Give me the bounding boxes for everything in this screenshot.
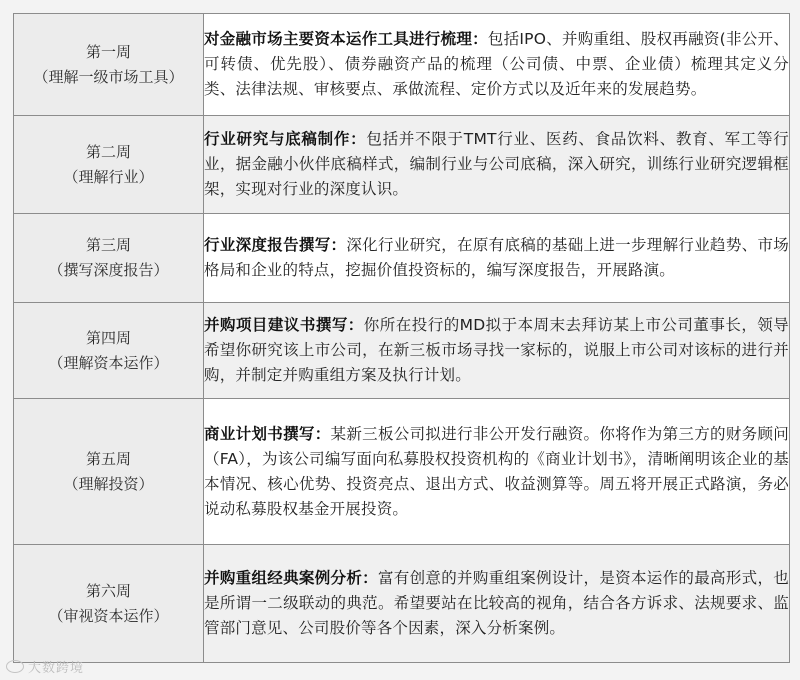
week-theme: （理解行业） xyxy=(63,167,154,186)
week-theme: （撰写深度报告） xyxy=(48,261,169,279)
table-row xyxy=(14,116,790,214)
table-row xyxy=(14,214,790,303)
table-row xyxy=(14,303,790,399)
topic-title: 并购项目建议书撰写： xyxy=(204,316,364,334)
topic-detail: 深化行业研究，在原有底稿的基础上进一步理解行业趋势、市场格局和企业的特点，挖掘价值投资标的，编写深度报告，开展路演。 xyxy=(204,236,789,279)
week-number: 第四周 xyxy=(85,328,131,347)
week-number: 第五周 xyxy=(85,449,131,468)
week-cell xyxy=(14,14,204,116)
week-cell xyxy=(14,303,204,399)
topic-detail: 某新三板公司拟进行非公开发行融资。你将作为第三方的财务顾问（FA），为该公司编写面向私募股权投资机构的《商业计划书》，清晰阐明该企业的基本情况、核心优势、投资亮点、退出方式、收益测算等。周五将开展正式路演，务必说动私募股权基金开展投资。 xyxy=(204,424,789,518)
topic-detail: 你所在投行的MD拟于本周末去拜访某上市公司董事长，领导希望你研究该上市公司，在新三板市场寻找一家标的，说服上市公司对该标的进行并购，并制定并购重组方案及执行计划。 xyxy=(204,316,789,384)
table-row xyxy=(14,14,790,116)
topic-detail: 富有创意的并购重组案例设计，是资本运作的最高形式，也是所谓一二级联动的典范。希望要站在比较高的视角，结合各方诉求、法规要求、监管部门意见、公司股价等各个因素，深入分析案例。 xyxy=(204,569,789,637)
topic-detail: 包括IPO、并购重组、股权再融资(非公开、可转债、优先股）、债券融资产品的梳理（公司债、中票、企业债）梳理其定义分类、法律法规、审核要点、承做流程、定价方式以及近年来的发展趋势。 xyxy=(204,30,789,98)
week-theme: （理解一级市场工具） xyxy=(33,67,184,86)
topic-title: 商业计划书撰写： xyxy=(204,424,331,443)
watermark-text: 大数跨境 xyxy=(28,661,85,676)
watermark xyxy=(6,657,84,676)
week-cell xyxy=(14,214,204,303)
topic-title: 对金融市场主要资本运作工具进行梳理： xyxy=(204,30,488,48)
week-cell xyxy=(14,399,204,545)
week-number: 第一周 xyxy=(85,42,131,61)
week-cell xyxy=(14,116,204,214)
week-cell xyxy=(14,545,204,663)
week-theme: （理解资本运作） xyxy=(48,353,169,372)
description-cell xyxy=(204,399,790,545)
description-cell xyxy=(204,214,790,303)
description-cell xyxy=(204,116,790,214)
logo-icon xyxy=(6,660,24,673)
week-number: 第六周 xyxy=(85,581,131,600)
training-schedule-table xyxy=(13,13,790,663)
table-row xyxy=(14,399,790,545)
topic-title: 行业深度报告撰写： xyxy=(204,236,347,254)
week-number: 第三周 xyxy=(85,236,131,254)
description-cell xyxy=(204,14,790,116)
description-cell xyxy=(204,545,790,663)
week-theme: （审视资本运作） xyxy=(48,606,169,625)
topic-detail: 包括并不限于TMT行业、医药、食品饮料、教育、军工等行业，据金融小伙伴底稿样式，编制行业与公司底稿，深入研究，训练行业研究逻辑框架，实现对行业的深度认识。 xyxy=(204,130,789,198)
description-cell xyxy=(204,303,790,399)
table-row xyxy=(14,545,790,663)
week-theme: （理解投资） xyxy=(63,474,154,493)
topic-title: 行业研究与底稿制作： xyxy=(204,130,367,148)
topic-title: 并购重组经典案例分析： xyxy=(204,569,378,587)
week-number: 第二周 xyxy=(85,142,131,161)
